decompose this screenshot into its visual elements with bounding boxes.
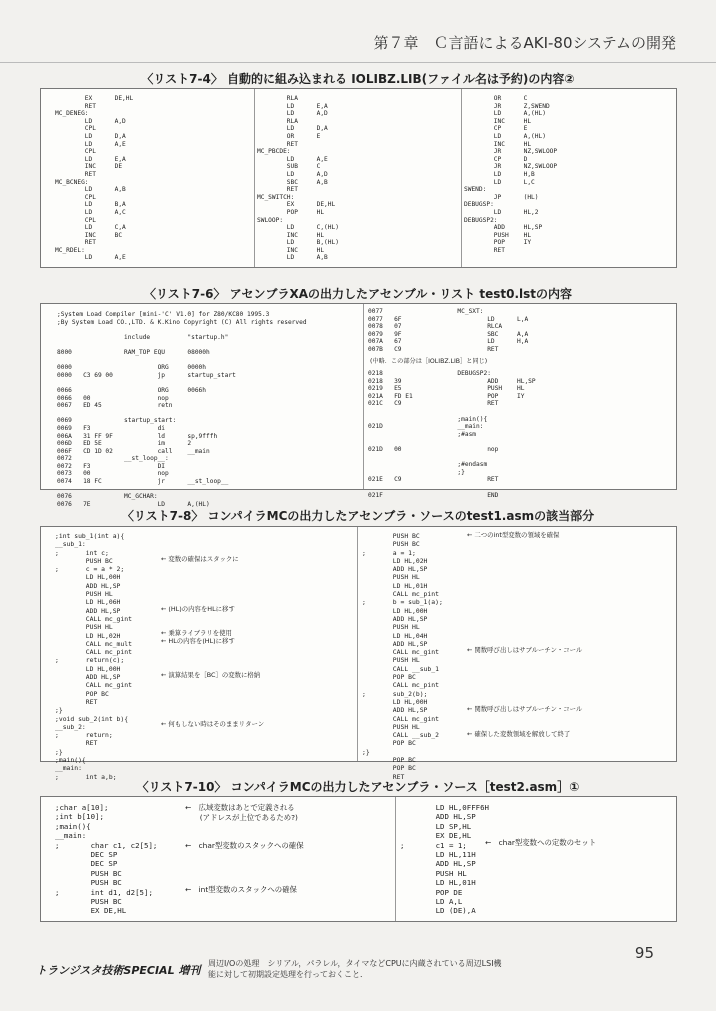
code-block: ;System Load Compiler [mini-'C' V1.0] for Z80/KC80 1995.3 ;By System Load CO.,LTD. & K.Kino Copyright (C) All rights reserved include "startup.h" 8000 RAM_TOP EQU 08000h 0000 ORG 0000h 0000 C3 69 00 jp startup_start 0066 ORG 0066h 0066 00 nop 0067 ED 45 retn 0069 startup_start: 0069 F3 di 006A 31 FF 9F ld sp,9fffh 006D ED 5E im 2 006F CD 1D 02 call __main 0072 __st_loop__: 0072 F3 DI 0073 00 nop 0074 18 FC jr __st_loop__ 0076 MC_GCHAR: 0076 7E LD A,(HL) (57, 311, 307, 508)
code-block: 0077 MC_SXT: 0077 6F LD L,A 0078 07 RLCA 0079 9F SBC A,A 007A 67 LD H,A 007B C9 RET (368, 308, 529, 353)
annotation: ← 何もしない時はそのままリターン (161, 720, 265, 728)
listing-7-10-title: 〈リスト7-10〉 コンパイラMCの出力したアセンブラ・ソース［test2.asm］① (136, 780, 580, 794)
annotation: ← 関数呼び出しはサブルーチン・コール (467, 705, 583, 713)
omitted-note: (中略．この部分は［IOLIBZ.LIB］と同じ) (370, 358, 488, 365)
listing-7-10-box (40, 796, 677, 922)
listing-7-8-box (40, 526, 677, 781)
code-block: RLA LD E,A LD A,D RLA LD D,A OR E RET MC_PBCDE: LD A,E SUB C LD A,D SBC A,B RET MC_SWITCH: EX DE,HL POP HL SWLOOP: LD C,(HL) INC HL LD B,(HL) INC HL LD A,B (257, 95, 339, 262)
listing-7-6-title: 〈リスト7-6〉 アセンブラXAの出力したアセンブル・リスト test0.lstの内容 (143, 287, 573, 301)
listing-7-4-col1 (55, 95, 250, 267)
annotation: ← char型変数への定数のセット (485, 838, 597, 847)
listing-7-4-col3 (461, 89, 674, 267)
listing-7-8-title: 〈リスト7-8〉 コンパイラMCの出力したアセンブラ・ソースのtest1.asmの該当部分 (121, 509, 595, 523)
listing-7-4-title: 〈リスト7-4〉 自動的に組み込まれる IOLIBZ.LIB(ファイル名は予約)の内容② (141, 72, 575, 86)
magazine-logo: トランジスタ技術SPECIAL 増刊 (36, 964, 201, 977)
annotation: ← 二つのint型変数の領域を確保 (467, 531, 560, 539)
annotation: ← 確保した変数領域を解放して終了 (467, 730, 571, 738)
page-number: 95 (634, 944, 654, 962)
listing-7-4-col2 (254, 89, 460, 267)
annotation: ← HLの内容を(HL)に移す (161, 637, 235, 645)
annotation: ← (HL)の内容をHLに移す (161, 605, 235, 613)
listing-7-4-box (40, 88, 677, 268)
code-block: EX DE,HL RET MC_DENEG: LD A,D CPL LD D,A LD A,E CPL LD E,A INC DE RET MC_BCNEG: LD A,B CPL LD B,A LD A,C CPL LD C,A INC BC RET MC_RDEL: LD A,E (55, 95, 134, 262)
annotation: ← int型変数のスタックへの確保 (185, 885, 297, 894)
listing-7-6-box (40, 303, 677, 508)
footer-note: 周辺I/Oの処理 シリアル，パラレル，タイマなどCPUに内蔵されている周辺LSI機 能に対して初期設定処理を行っておくこと． (208, 959, 502, 979)
annotation: ← char型変数のスタックへの確保 (185, 841, 304, 850)
annotation: ← 広域変数はあとで定義される (アドレスが上位であるため?) (185, 803, 298, 822)
code-block: ;int sub_1(int a){ __sub_1: ; int c; PUSH BC ; c = a * 2; LD HL,00H ADD HL,SP PUSH HL LD HL,06H ADD HL,SP CALL mc_gint PUSH HL LD HL,02H CALL mc_mult CALL mc_pint ; return(c); LD HL,00H ADD HL,SP CALL mc_gint POP BC RET ;} ;void sub_2(int b){ __sub_2: ; return; RET ;} ;main(){ __main: ; int a,b; (55, 532, 132, 781)
code-block: LD HL,0FFF6H ADD HL,SP LD SP,HL EX DE,HL ; c1 = 1; LD HL,11H ADD HL,SP PUSH HL LD HL,01H POP DE LD A,L LD (DE),A (400, 803, 489, 916)
code-block: PUSH BC PUSH BC ; a = 1; LD HL,02H ADD HL,SP PUSH HL LD HL,01H CALL mc_pint ; b = sub_1(a); LD HL,00H ADD HL,SP PUSH HL LD HL,04H ADD HL,SP CALL mc_gint PUSH HL CALL __sub_1 POP BC CALL mc_pint ; sub_2(b); LD HL,00H ADD HL,SP CALL mc_gint PUSH HL CALL __sub_2 POP BC ;} POP BC POP BC RET (362, 532, 443, 781)
annotation: ← 乗算ライブラリを使用 (161, 629, 232, 637)
listing-7-6-col2 (363, 304, 674, 499)
listing-7-8-col2 (357, 527, 674, 781)
header-rule (0, 62, 716, 63)
chapter-heading: 第７章 Ｃ言語によるAKI-80システムの開発 (373, 34, 676, 52)
annotation: ← 変数の確保はスタックに (161, 555, 239, 563)
code-block: 0218 DEBUGSP2: 0218 39 ADD HL,SP 0219 E5 PUSH HL 021A FD E1 POP IY 021C C9 RET ;main(){ 021D __main: ;#asm 021D 00 nop ;#endasm ;} 021E C9 RET 021F END (368, 370, 536, 499)
listing-7-10-col2 (395, 797, 674, 921)
code-block: OR C JR Z,SWEND LD A,(HL) INC HL CP E LD A,(HL) INC HL JR NZ,SWLOOP CP D JR NZ,SWLOOP LD H,B LD L,C SWEND: JP (HL) DEBUGSP: LD HL,2 DEBUGSP2: ADD HL,SP PUSH HL POP IY RET (464, 95, 558, 254)
annotation: ← 関数呼び出しはサブルーチン・コール (467, 646, 583, 654)
code-block: ;char a[10]; ;int b[10]; ;main(){ __main: ; char c1, c2[5]; DEC SP DEC SP PUSH BC PUSH BC ; int d1, d2[5]; PUSH BC EX DE,HL (55, 803, 158, 916)
annotation: ← 演算結果を［BC］の変数に格納 (161, 671, 261, 679)
listing-7-6-col1 (57, 311, 357, 508)
